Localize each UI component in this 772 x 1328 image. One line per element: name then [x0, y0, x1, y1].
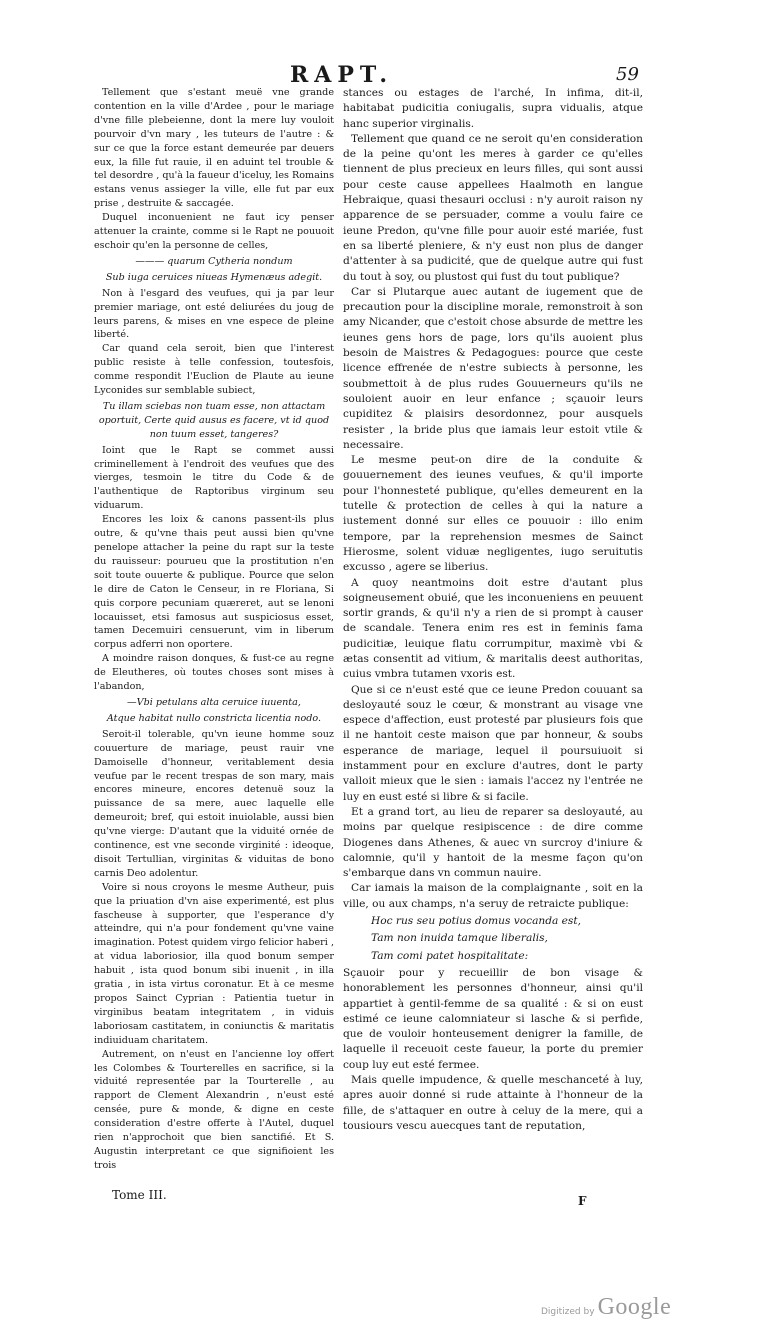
verse-line: ——— quarum Cytheria nondum [135, 255, 293, 267]
catchword: F [578, 1194, 587, 1208]
digitization-watermark [541, 1294, 671, 1321]
paragraph: Non à l'esgard des veufues, qui ja par leur premier mariage, ont esté deliurées du joug de leurs parens, & mises en vne espece de pleine liberté. [94, 287, 334, 341]
verse-line: —Vbi petulans alta ceruice iuuenta, [127, 696, 301, 708]
right-text-column [343, 86, 643, 1134]
watermark-prefix: Digitized by [541, 1307, 595, 1317]
paragraph: Tellement que quand ce ne seroit qu'en consideration de la peine qu'ont les meres à garder ce qu'elles tiennent de plus precieux en leurs filles, qui sont aussi pour ceste cause appellees Haalmoth en langue Hebraique, quasi thesauri occlusi : n'y auroit raison ny apparence de se persuader, comme a voulu faire ce ieune Predon, qu'vne fille pour auoir esté mariée, fust en sa liberté pleniere, & n'y eust non plus de danger d'attenter à sa pudicité, que de quelque autre qui fust du tout à soy, ou plustost qui fust du tout publique? [343, 132, 643, 283]
left-text-column [94, 86, 334, 1173]
paragraph: Sçauoir pour y recueillir de bon visage & honorablement les personnes d'honneur, ainsi qu'il appartiet à gentil-femme de sa qualité : & si on eust estimé ce ieune calomniateur si lasche & si perfide, que de vouloir honteusement denigrer la famille, de laquelle il receuoit ceste faueur, la porte du premier coup luy eut esté fermee. [343, 966, 643, 1071]
verse-line: Hoc rus seu potius domus vocanda est, [371, 915, 581, 928]
paragraph: Duquel inconuenient ne faut icy penser attenuer la crainte, comme si le Rapt ne pouuoit eschoir qu'en la personne de celles, [94, 212, 334, 251]
verse-line: Atque habitat nullo constricta licentia nodo. [106, 712, 322, 724]
paragraph: Le mesme peut-on dire de la conduite & gouuernement des ieunes veufues, & qu'il importe pour l'honnesteté publique, qu'elles demeurent en la tutelle & protection de celles à qui la nature a iustement donné sur elles ce pouuoir : illo enim tempore, par la reprehension mesmes de Sainct Hierosme, solent viduæ negligentes, iugo seruitutis excusso , agere se liberius. [343, 454, 643, 574]
running-head: RAPT. [290, 62, 394, 88]
paragraph: Car iamais la maison de la complaignante , soit en la ville, ou aux champs, n'a seruy de retraicte publique: [343, 882, 643, 910]
paragraph: Mais quelle impudence, & quelle meschanceté à luy, apres auoir donné si rude attainte à l'honneur de la fille, de s'attaquer en outre à celuy de la mere, qui a tousiours vescu auecques tant de reputation, [343, 1074, 643, 1132]
paragraph: Voire si nous croyons le mesme Autheur, puis que la priuation d'vn aise experimenté, est plus fascheuse à supporter, que l'esperance d'y atteindre, qui n'a pour fondement qu'vne vaine imagination. Potest quidem virgo felicior haberi , at vidua laboriosior, illa quod bonum semper habuit , ista quod bonum sibi inuenit , in illa gratia , in ista virtus coronatur. Et à ce mesme propos Sainct Cyprian : Patientia tuetur in virginibus beatam integritatem , in viduis laboriosam castitatem, in coniunctis & maritatis indiuiduam charitatem. [94, 881, 334, 1046]
verse-line: Tam comi patet hospitalitate: [371, 949, 529, 962]
google-logo: Google [597, 1294, 672, 1320]
paragraph: Car quand cela seroit, bien que l'interest public resiste à telle confession, toutesfois, comme respondit l'Euclion de Plaute au ieune Lyconides sur semblable subiect, [94, 343, 334, 397]
verse-line: Tu illam sciebas non tuam esse, non attactam oportuit, Certe quid ausus es facere, vt id quod non tuum esset, tangeres? [98, 400, 330, 440]
paragraph: Et a grand tort, au lieu de reparer sa desloyauté, au moins par quelque resipiscence : de dire comme Diogenes dans Athenes, & auec vn surcroy d'iniure & calomnie, qu'il y hantoit de la mesme façon qu'on s'embarque dans vn commun nauire. [343, 805, 643, 880]
paragraph: Ioint que le Rapt se commet aussi criminellement à l'endroit des veufues que des vierges, tesmoin le titre du Code & de l'authentique de Raptoribus virginum seu viduarum. [94, 444, 334, 512]
paragraph: Seroit-il tolerable, qu'vn ieune homme souz couuerture de mariage, peust rauir vne Damoiselle d'honneur, veritablement desia veufue par le recent trespas de son mary, mais encores mineure, encores detenuë souz la puissance de sa mere, auec laquelle elle demeuroit; bref, qui estoit inuiolable, aussi bien qu'vne vierge: D'autant que la viduité ornée de continence, est vne seconde virginité : ideoque, disoit Tertullian, virginitas & viduitas de bono carnis Deo adolentur. [94, 728, 334, 879]
paragraph: Tellement que s'estant meuë vne grande contention en la ville d'Ardee , pour le mariage d'vne fille plebeienne, dont la mere luy vouloit pourvoir d'vn mary , les tuteurs de l'autre : & sur ce que la force estant demeurée par deuers eux, la fille fut rauie, il en aduint tel trouble & tel desordre , qu'à la faueur d'iceluy, les Romains estans venus assieger la ville, elle fut par eux prise , destruite & saccagée. [94, 87, 334, 210]
paragraph: A quoy neantmoins doit estre d'autant plus soigneusement obuié, que les inconueniens en peuuent sortir grands, & qu'il n'y a rien de si prompt à causer de scandale. Tenera enim res est in feminis fama pudicitiæ, leuique flatu corrumpitur, maximè vbi & ætas consentit ad vitium, & maritalis deest authoritas, cuius vmbra tutamen vxoris est. [343, 576, 643, 681]
paragraph: Encores les loix & canons passent-ils plus outre, & qu'vne thais peut aussi bien qu'vne penelope attacher la peine du rapt sur la teste du rauisseur: pourueu que la prostitution n'en soit toute ouuerte & publique. Pource que selon le dire de Caton le Censeur, in re Floriana, Si quis corpore pecuniam quæreret, aut se lenoni locauisset, etsi famosus aut suspiciosus esset, tamen Decemuiri censuerunt, vim in liberum corpus adferri non oportere. [94, 514, 334, 651]
paragraph: Que si ce n'eust esté que ce ieune Predon couuant sa desloyauté souz le cœur, & monstrant au visage vne espece d'affection, eust protesté par plusieurs fois que il ne hantoit ceste maison que par honneur, & soubs esperance de mariage, lequel il poursuiuoit si instamment pour en exclure d'autres, dont le party valloit mieux que le sien : iamais l'accez ny l'entrée ne luy en eust esté si libre & si facile. [343, 683, 643, 803]
paragraph: stances ou estages de l'arché, In infima, dit-il, habitabat pudicitia coniugalis, supra vidualis, atque hanc superior virginalis. [343, 87, 643, 130]
paragraph: Autrement, on n'eust en l'ancienne loy offert les Colombes & Tourterelles en sacrifice, si la viduité representée par la Tourterelle , au rapport de Clement Alexandrin , n'eust esté censée, pure & monde, & digne en ceste consideration d'estre offerte à l'Autel, duquel rien n'approchoit que bien sanctifié. Et S. Augustin interpretant ce que signifioient les trois [94, 1048, 334, 1171]
paragraph: Car si Plutarque auec autant de iugement que de precaution pour la discipline morale, remonstroit à son amy Nicander, que c'estoit chose absurde de mettre les ieunes gens hors de page, lors qu'ils auoient plus besoin de Maistres & Pedagogues: pource que ceste licence effrenée de n'estre subiects à personne, les soubmettoit à de plus rudes Gouuerneurs qu'ils ne souloient auoir en leur enfance ; sçauoir leurs cupiditez & plaisirs desordonnez, pour ausquels resister , la bride plus que iamais leur estoit vtile & necessaire. [343, 285, 643, 451]
paragraph: A moindre raison donques, & fust-ce au regne de Eleutheres, où toutes choses sont mises à l'abandon, [94, 653, 334, 693]
volume-signature: Tome III. [112, 1188, 167, 1202]
verse-line: Sub iuga ceruices niueas Hymenæus adegit. [105, 271, 323, 283]
verse-line: Tam non inuida tamque liberalis, [371, 932, 548, 945]
page-number: 59 [616, 64, 639, 85]
